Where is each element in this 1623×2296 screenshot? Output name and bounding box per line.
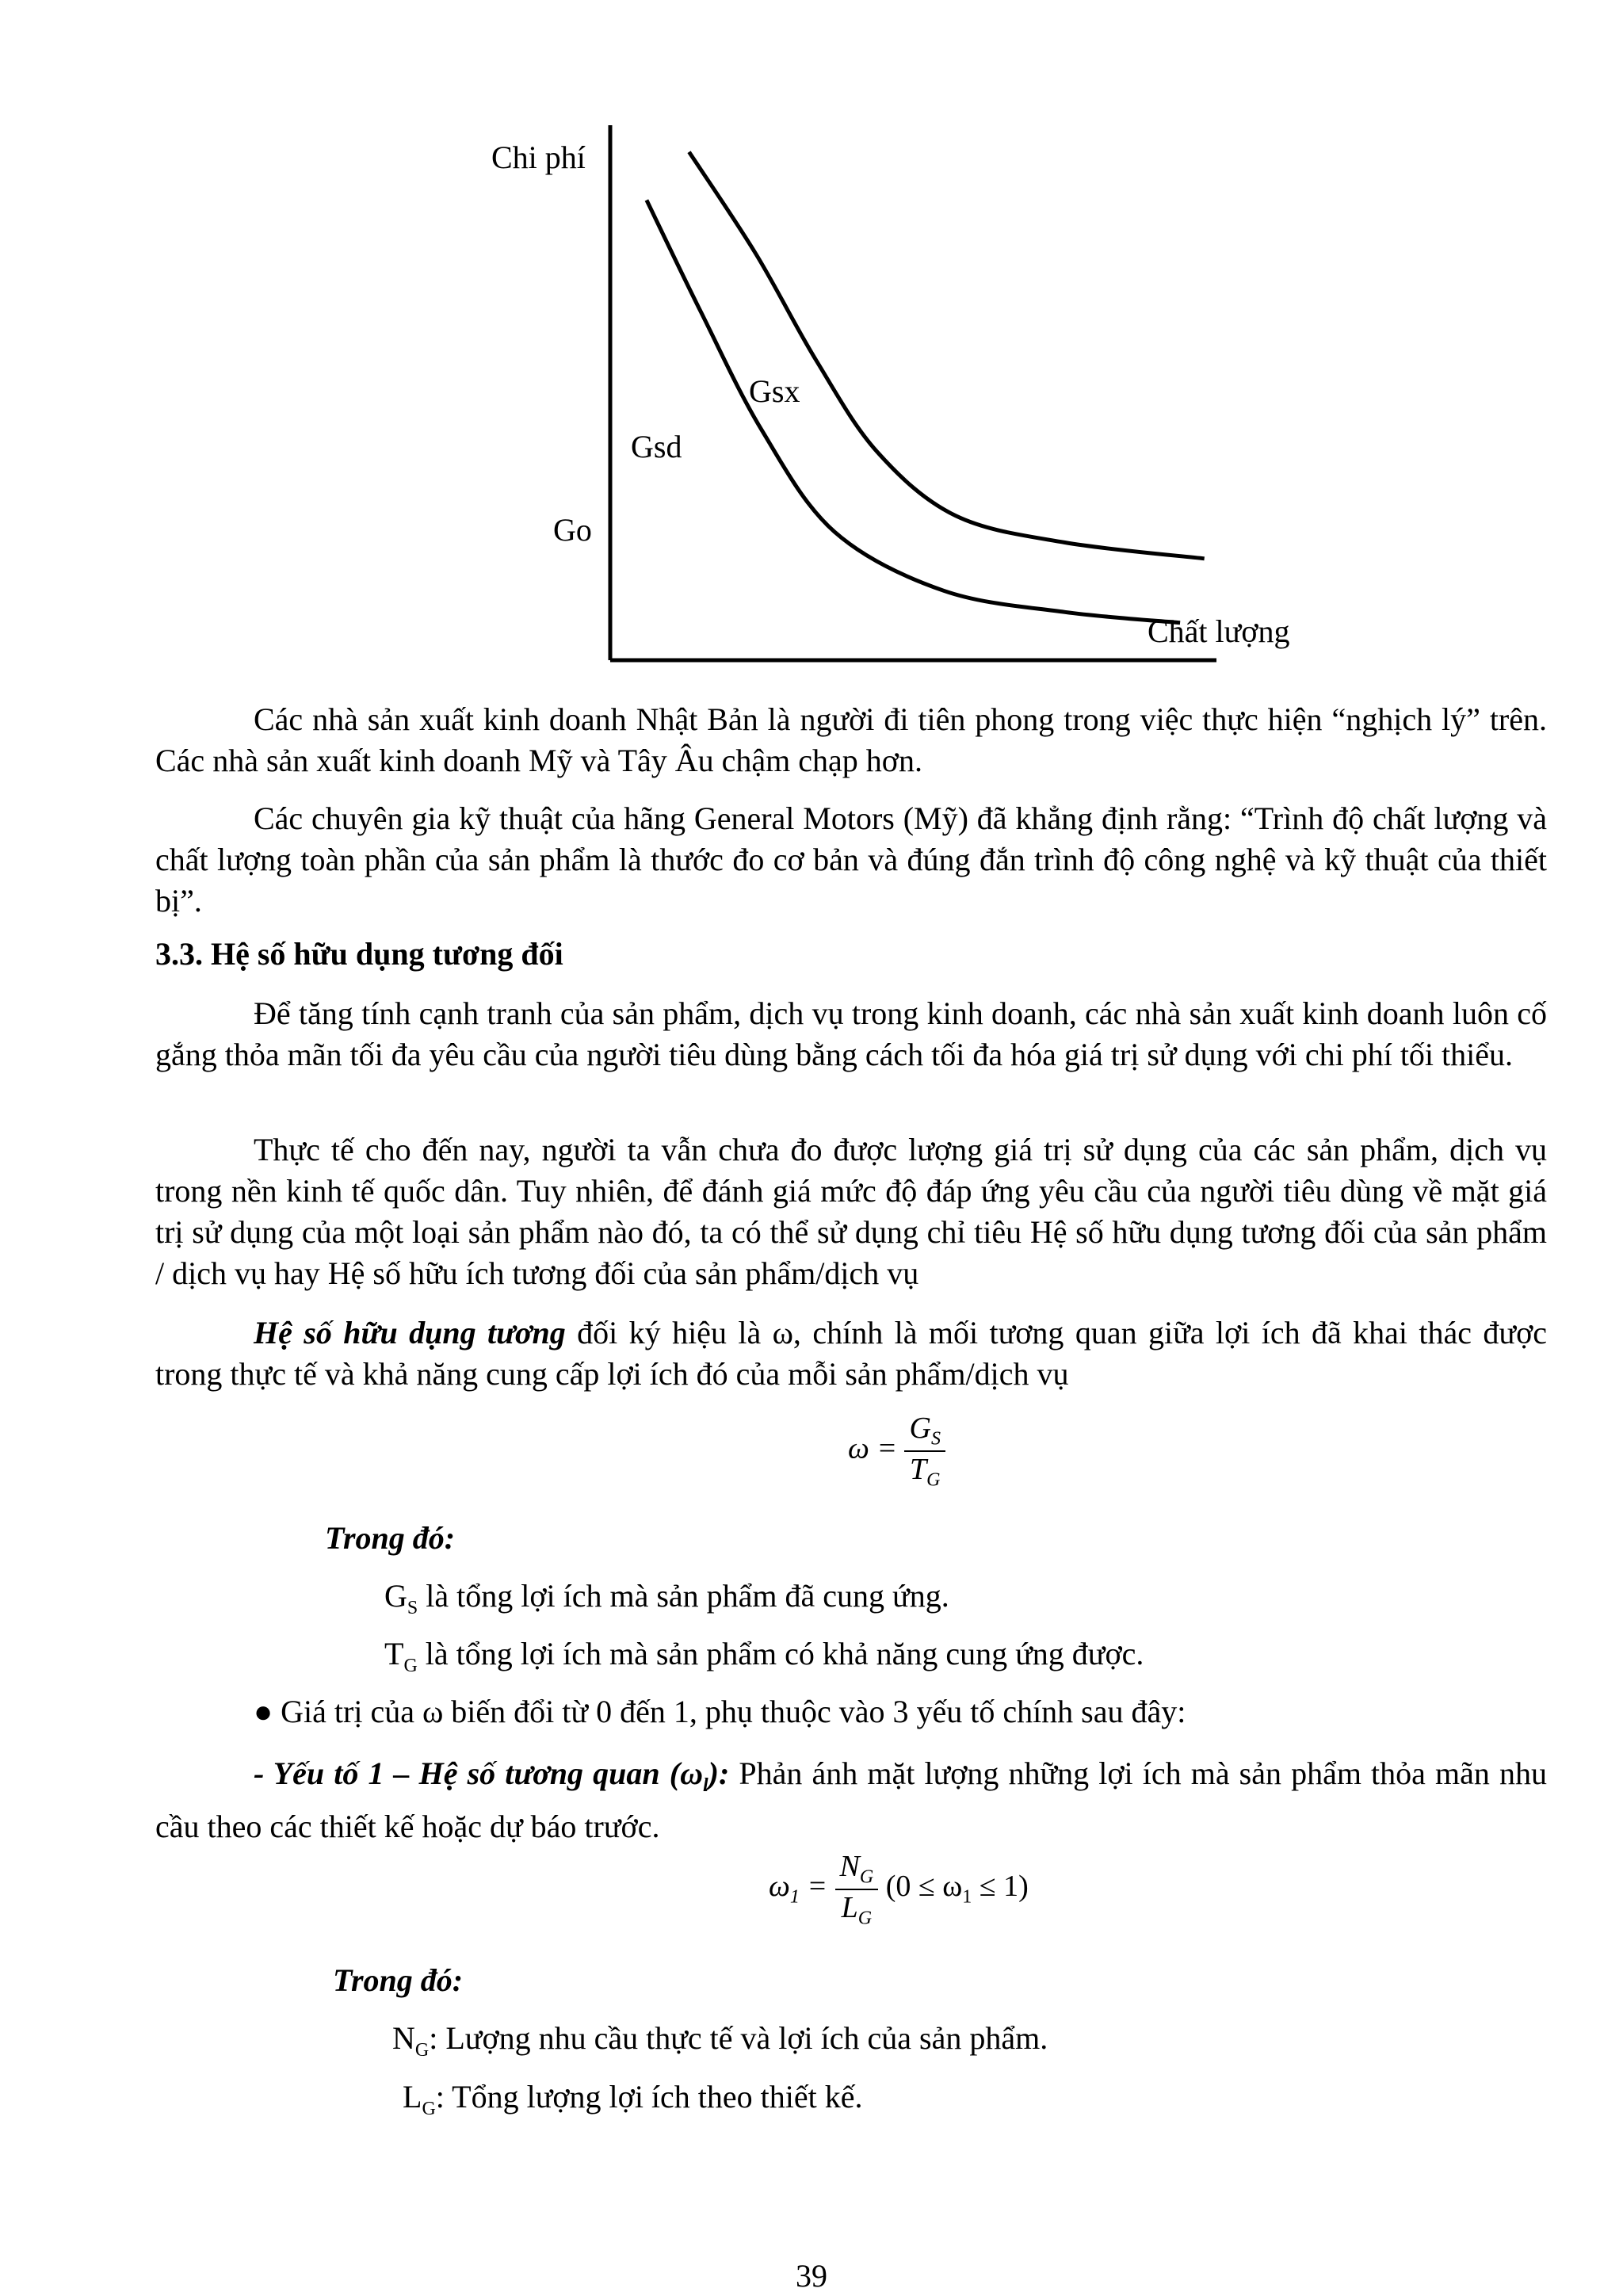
section-heading: 3.3. Hệ số hữu dụng tương đối — [155, 936, 563, 972]
paragraph-practice: Thực tế cho đến nay, người ta vẫn chưa đo được lượng giá trị sử dụng của các sản phẩm, dịch vụ trong nền kinh tế quốc dân. Tuy nhiên, để đánh giá mức độ đáp ứng yêu cầu của người tiêu dùng về mặt giá trị sử dụng của một loại sản phẩm nào đó, ta có thể sử dụng chỉ tiêu Hệ số hữu dụng tương đối của sản phẩm / dịch vụ hay Hệ số hữu ích tương đối của sản phẩm/dịch vụ — [155, 1132, 1547, 1291]
denominator: $L_G$ — [841, 1890, 873, 1929]
series-label-gsd: Gsd — [631, 429, 682, 464]
denominator: $T_G$ — [909, 1452, 941, 1491]
fraction — [835, 1849, 879, 1929]
numerator: $N_G$ — [835, 1849, 879, 1890]
lg-definition: $L_G$: Tổng lượng lợi ích theo thiết kế. — [403, 2079, 863, 2119]
paragraph-competition: Để tăng tính cạnh tranh của sản phẩm, dịch vụ trong kinh doanh, các nhà sản xuất kinh doanh luôn cố gắng thỏa mãn tối đa yêu cầu của người tiêu dùng bằng cách tối đa hóa giá trị sử dụng với chi phí tối thiểu. — [155, 995, 1547, 1072]
factor-1-label: - Yếu tố 1 – Hệ số tương quan $(\omega_l)$: — [254, 1755, 730, 1796]
formula-omega-1 — [769, 1849, 1029, 1929]
series-line-gsx — [689, 152, 1205, 559]
gs-definition: $G_S$ là tổng lợi ích mà sản phẩm đã cung ứng. — [384, 1578, 949, 1618]
fraction — [904, 1411, 945, 1491]
series-label-gsx: Gsx — [749, 373, 800, 409]
bullet-factors: ● Giá trị của ω biến đổi từ 0 đến 1, phụ thuộc vào 3 yếu tố chính sau đây: — [254, 1694, 1186, 1729]
formula-lhs: $\omega_1$ = — [769, 1870, 827, 1908]
ng-definition: $N_G$: Lượng nhu cầu thực tế và lợi ích của sản phẩm. — [392, 2020, 1048, 2061]
series-line-gsd — [647, 201, 1180, 623]
paragraph-definition — [155, 1312, 1547, 1395]
annotation-go: Go — [553, 512, 592, 548]
numerator: $G_S$ — [904, 1411, 945, 1452]
factor-1-text: Phản ánh mặt lượng những lợi ích mà sản phẩm thỏa mãn nhu cầu theo các thiết kế hoặc dự báo trước. — [155, 1755, 1547, 1844]
formula-lhs: ω = — [848, 1431, 897, 1465]
y-axis-label: Chi phí — [491, 139, 586, 175]
paragraph-gm: Các chuyên gia kỹ thuật của hãng General Motors (Mỹ) đã khẳng định rằng: “Trình độ chất lượng và chất lượng toàn phần của sản phẩm là thước đo cơ bản và đúng đắn trình độ công nghệ và kỹ thuật của thiết bị”. — [155, 800, 1547, 919]
where-label-1: Trong đó: — [325, 1520, 456, 1556]
paragraph-japan: Các nhà sản xuất kinh doanh Nhật Bản là người đi tiên phong trong việc thực hiện “nghịch lý” trên. Các nhà sản xuất kinh doanh Mỹ và Tây Âu chậm chạp hơn. — [155, 701, 1547, 778]
tg-definition: $T_G$ là tổng lợi ích mà sản phẩm có khả năng cung ứng được. — [384, 1636, 1144, 1676]
formula-omega — [848, 1411, 945, 1491]
x-axis-label: Chất lượng — [1148, 613, 1290, 649]
term-bold: Hệ số hữu dụng tương — [254, 1315, 566, 1350]
page-number: 39 — [796, 2258, 827, 2294]
definition-text: đối ký hiệu là ω, chính là mối tương quan giữa lợi ích đã khai thác được trong thực tế và khả năng cung cấp lợi ích đó của mỗi sản phẩm/dịch vụ — [155, 1315, 1547, 1392]
formula-condition: $(0 \le \omega_1 \le 1)$ — [885, 1870, 1029, 1908]
cost-quality-chart — [0, 0, 1623, 713]
where-label-2: Trong đó: — [333, 1962, 464, 1998]
paragraph-factor-1 — [155, 1753, 1547, 1847]
